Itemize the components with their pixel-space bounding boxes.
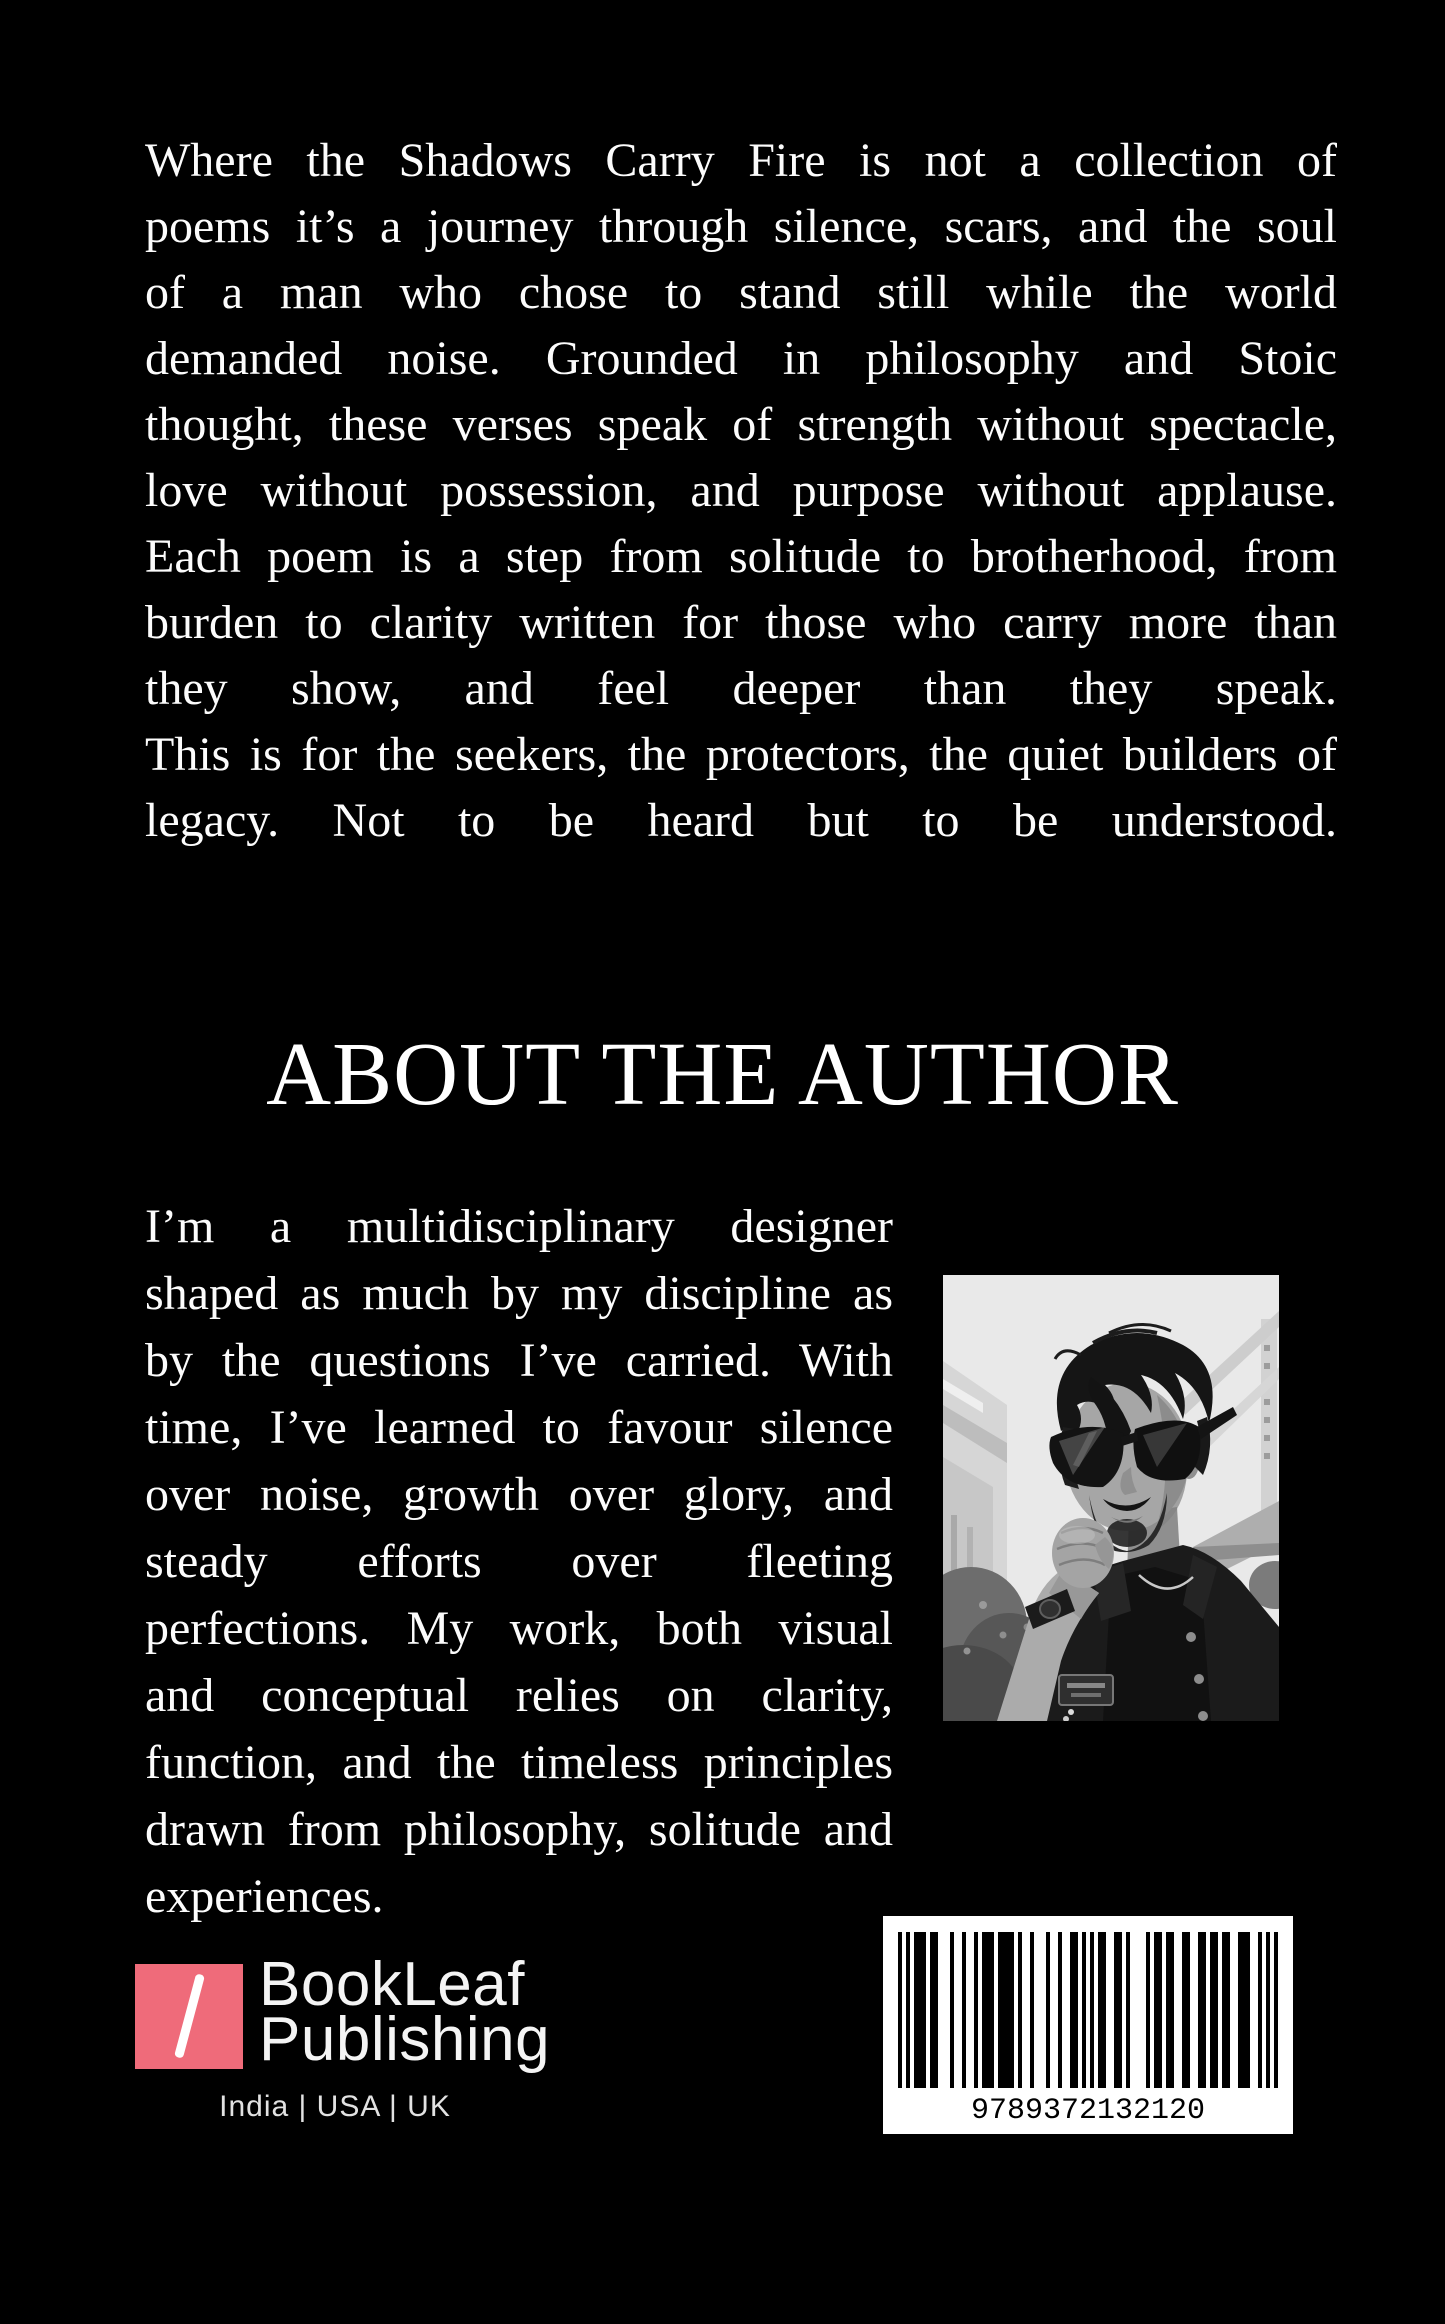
text-line: and conceptual relies on clarity, [145,1669,893,1722]
barcode-bars [898,1932,1278,2088]
text-line: perfections. My work, both visual [145,1602,893,1655]
book-synopsis [145,128,1337,854]
text-line: I’m a multidisciplinary designer [145,1200,893,1253]
text-line: function, and the timeless principles [145,1736,893,1789]
text-line: Where the Shadows Carry Fire is not a collection of [145,134,1337,187]
isbn-number: 9789372132120 [970,2094,1206,2128]
text-line: Each poem is a step from solitude to brotherhood, from [145,530,1337,583]
text-line: experiences. [145,1870,384,1923]
text-line: drawn from philosophy, solitude and [145,1803,893,1856]
publisher-name [259,1950,551,2074]
publisher-logo-mark [135,1964,243,2069]
publisher-name-line2: Publishing [259,2005,551,2074]
text-line: shaped as much by my discipline as [145,1267,893,1320]
text-line: legacy. Not to be heard but to be understood. [145,794,1337,847]
text-line: poems it’s a journey through silence, scars, and the soul [145,200,1337,253]
text-line: by the questions I’ve carried. With [145,1334,893,1387]
barcode [883,1916,1293,2134]
about-the-author-heading: ABOUT THE AUTHOR [266,1025,1179,1124]
text-line: This is for the seekers, the protectors, the quiet builders of [145,728,1337,781]
text-line: over noise, growth over glory, and [145,1468,893,1521]
text-line: thought, these verses speak of strength without spectacle, [145,398,1337,451]
text-line: love without possession, and purpose without applause. [145,464,1337,517]
text-line: steady efforts over fleeting [145,1535,893,1588]
text-line: they show, and feel deeper than they speak. [145,662,1337,715]
author-photo-graphic [943,1275,1279,1721]
publisher-regions: India | USA | UK [219,2090,451,2123]
text-line: time, I’ve learned to favour silence [145,1401,893,1454]
slash-icon [174,1973,205,2058]
text-line: of a man who chose to stand still while the world [145,266,1337,319]
text-line: burden to clarity written for those who carry more than [145,596,1337,649]
text-line: demanded noise. Grounded in philosophy and Stoic [145,332,1337,385]
author-photo [943,1275,1279,1721]
publisher-name-line1: BookLeaf [259,1950,525,2019]
author-bio [145,1193,893,1930]
